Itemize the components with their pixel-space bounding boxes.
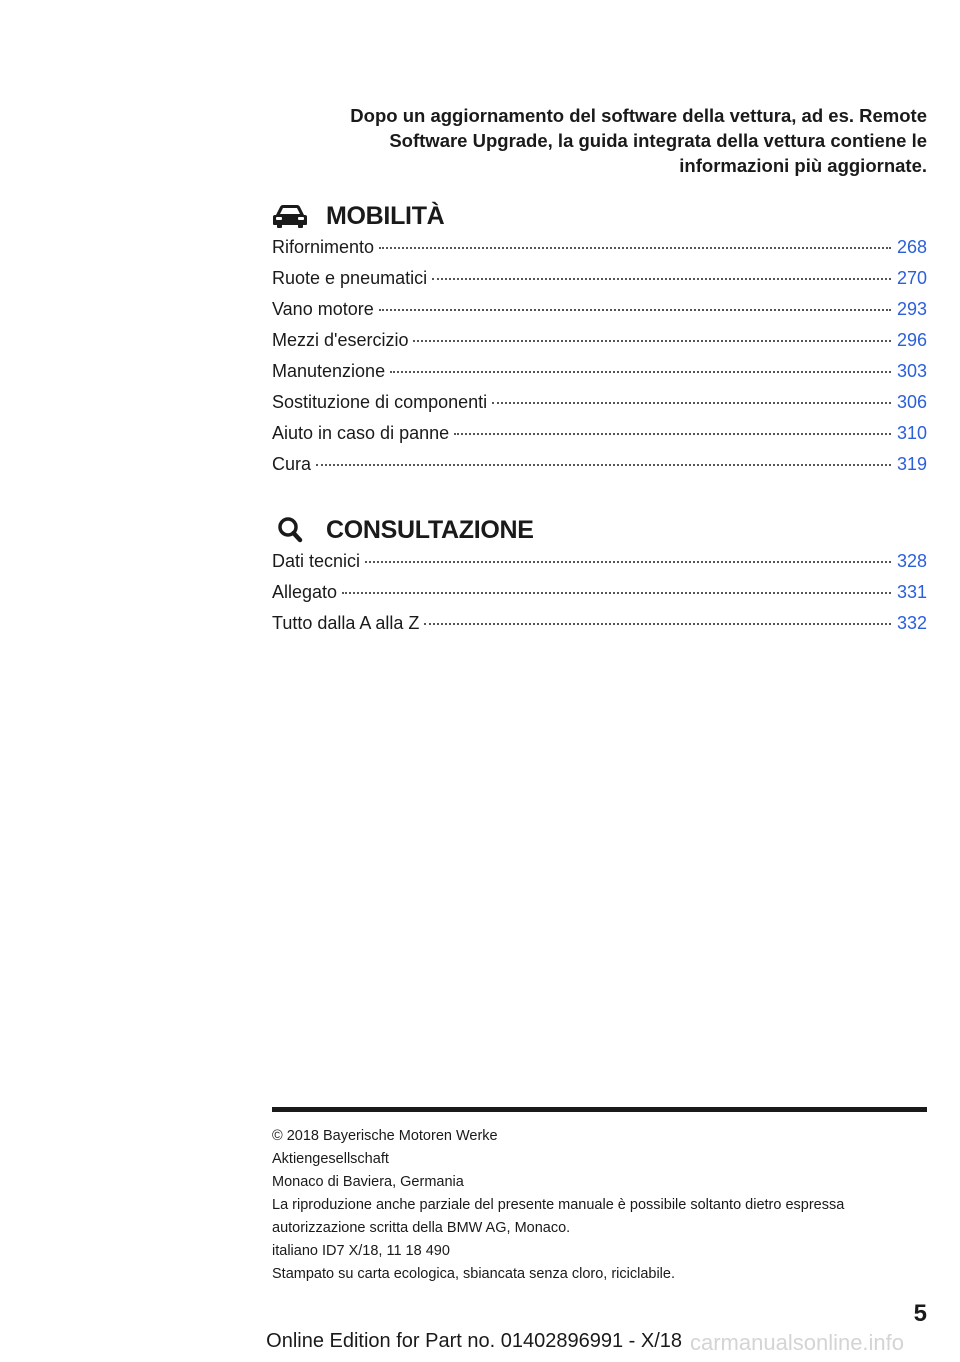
leader-dots [432,278,891,280]
leader-dots [492,402,891,404]
toc-page-link[interactable]: 268 [896,237,927,257]
toc-page-link[interactable]: 296 [896,330,927,350]
toc-entry[interactable] [272,330,927,361]
toc-page-link[interactable]: 310 [896,423,927,443]
section-title: MOBILITÀ [326,201,445,230]
intro-note [280,103,927,178]
toc-list-consultazione [272,551,927,644]
leader-dots [342,592,891,594]
toc-entry-label[interactable]: Cura [272,454,312,474]
toc-entry[interactable] [272,299,927,330]
imprint-line: La riproduzione anche parziale del presente manuale è possibile soltanto dietro espressa [272,1197,845,1213]
magnifier-icon [272,514,310,546]
leader-dots [316,464,891,466]
toc-page-link[interactable]: 319 [896,454,927,474]
section-title: CONSULTAZIONE [326,515,534,544]
toc-entry-label[interactable]: Aiuto in caso di panne [272,423,450,443]
toc-page-link[interactable]: 331 [896,582,927,602]
toc-entry[interactable] [272,268,927,299]
toc-entry-label[interactable]: Mezzi d'esercizio [272,330,409,350]
toc-entry-label[interactable]: Ruote e pneumatici [272,268,428,288]
toc-entry-label[interactable]: Vano motore [272,299,374,319]
intro-line: informazioni più aggiornate. [679,155,927,176]
intro-line: Software Upgrade, la guida integrata della vettura contiene le [389,130,927,151]
toc-entry[interactable] [272,423,927,454]
toc-entry-label[interactable]: Sostituzione di componenti [272,392,488,412]
toc-entry-label[interactable]: Allegato [272,582,338,602]
imprint-line: italiano ID7 X/18, 11 18 490 [272,1243,450,1259]
toc-list-mobilita [272,237,927,485]
toc-entry[interactable] [272,237,927,268]
leader-dots [454,433,891,435]
footer-divider [272,1107,927,1112]
section-header-mobilita [272,196,444,236]
toc-entry-label[interactable]: Manutenzione [272,361,386,381]
section-header-consultazione [272,510,534,550]
imprint-line: autorizzazione scritta della BMW AG, Monaco. [272,1220,571,1236]
imprint-line: Stampato su carta ecologica, sbiancata senza cloro, riciclabile. [272,1266,675,1282]
imprint-line: Aktiengesellschaft [272,1151,389,1167]
toc-entry-label[interactable]: Dati tecnici [272,551,361,571]
edition-note: Online Edition for Part no. 01402896991 - X/18 [266,1330,682,1352]
leader-dots [379,309,891,311]
car-icon [272,200,310,232]
intro-line: Dopo un aggiornamento del software della vettura, ad es. Remote [350,105,927,126]
toc-page-link[interactable]: 328 [896,551,927,571]
imprint [272,1125,927,1286]
imprint-line: © 2018 Bayerische Motoren Werke [272,1128,498,1144]
toc-page-link[interactable]: 303 [896,361,927,381]
toc-entry[interactable] [272,454,927,485]
toc-entry[interactable] [272,582,927,613]
leader-dots [365,561,891,563]
page-number: 5 [913,1300,927,1327]
toc-entry[interactable] [272,392,927,423]
toc-entry[interactable] [272,613,927,644]
imprint-line: Monaco di Baviera, Germania [272,1174,464,1190]
toc-entry-label[interactable]: Tutto dalla A alla Z [272,613,420,633]
leader-dots [390,371,891,373]
toc-page-link[interactable]: 270 [896,268,927,288]
leader-dots [424,623,891,625]
toc-page-link[interactable]: 306 [896,392,927,412]
toc-page-link[interactable]: 293 [896,299,927,319]
leader-dots [413,340,890,342]
toc-entry[interactable] [272,551,927,582]
toc-entry[interactable] [272,361,927,392]
watermark: carmanualsonline.info [690,1330,905,1355]
leader-dots [379,247,891,249]
toc-entry-label[interactable]: Rifornimento [272,237,375,257]
toc-page-link[interactable]: 332 [896,613,927,633]
